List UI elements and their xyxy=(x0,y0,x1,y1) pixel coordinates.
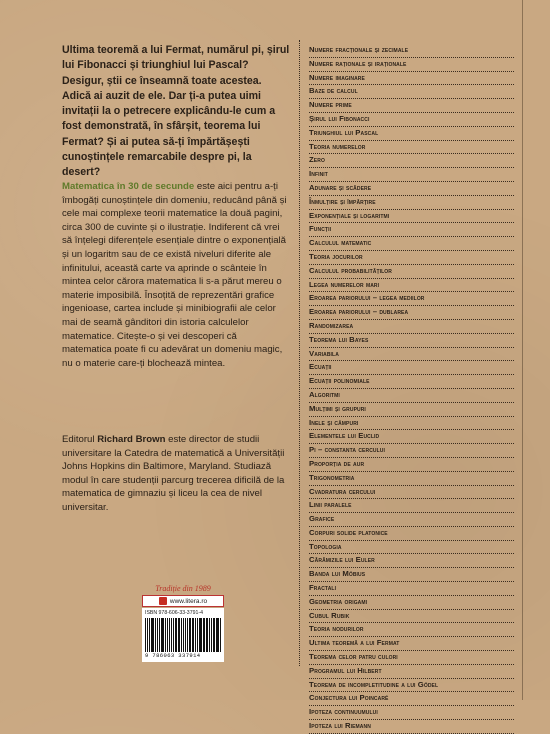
barcode-bar xyxy=(199,618,200,652)
toc-item: Numere raționale și iraționale xyxy=(309,58,514,72)
toc-item: Fractali xyxy=(309,582,514,596)
toc-item: Legea numerelor mari xyxy=(309,279,514,293)
barcode-bar xyxy=(203,618,204,652)
barcode-bar xyxy=(149,618,150,652)
toc-item: Elementele lui Euclid xyxy=(309,430,514,444)
toc-item: Variabila xyxy=(309,348,514,362)
toc-item: Trigonometria xyxy=(309,472,514,486)
barcode-bar xyxy=(211,618,212,652)
barcode-bar xyxy=(185,618,186,652)
toc-item: Ecuații polinomiale xyxy=(309,375,514,389)
toc-item: Algoritmi xyxy=(309,389,514,403)
toc-item: Conjectura lui Poincaré xyxy=(309,692,514,706)
editor-name: Richard Brown xyxy=(97,434,166,445)
toc-item: Pi – constanta cercului xyxy=(309,444,514,458)
toc-item: Înmulțire și împărțire xyxy=(309,196,514,210)
toc-item: Triunghiul lui Pascal xyxy=(309,127,514,141)
barcode-bars xyxy=(145,618,221,652)
toc-item: Funcții xyxy=(309,223,514,237)
table-of-contents xyxy=(309,44,514,734)
toc-item: Ipoteza continuumului xyxy=(309,706,514,720)
toc-item: Zero xyxy=(309,154,514,168)
barcode-bar xyxy=(197,618,198,652)
toc-item: Linii paralele xyxy=(309,499,514,513)
toc-item: Teoria nodurilor xyxy=(309,623,514,637)
toc-item: Corpuri solide platonice xyxy=(309,527,514,541)
toc-item: Eroarea pariorului – dublarea xyxy=(309,306,514,320)
toc-item: Geometria origami xyxy=(309,596,514,610)
toc-item: Teorema de incompletitudine a lui Gödel xyxy=(309,679,514,693)
barcode-bar xyxy=(157,618,158,652)
barcode-bar xyxy=(151,618,152,652)
toc-item: Topologia xyxy=(309,541,514,555)
barcode-bar xyxy=(209,618,210,652)
toc-item: Ipoteza lui Riemann xyxy=(309,720,514,734)
barcode-bar xyxy=(175,618,177,652)
intro-paragraph: Ultima teoremă a lui Fermat, numărul pi, șirul lui Fibonacci și triunghiul lui Pascal? Desigur, știi ce înseamnă toate acestea. Adică ai auzit de ele. Dar ți-a putea uimi invitații la o petrecere explicându-le cum a fost demonstrată, în sfârșit, teorema lui Fermat? Și ai putea să-ți împărtășești cunoștințele remarcabile despre pi, la desert? xyxy=(62,44,290,179)
barcode-bar xyxy=(162,618,163,652)
toc-item: Randomizarea xyxy=(309,320,514,334)
barcode-bar xyxy=(152,618,154,652)
publisher-tagline: Tradiție din 1989 xyxy=(155,584,211,593)
barcode-bar xyxy=(165,618,167,652)
toc-item: Șirul lui Fibonacci xyxy=(309,113,514,127)
barcode-bar xyxy=(217,618,218,652)
toc-item: Calculul probabilităților xyxy=(309,265,514,279)
toc-item: Teorema celor patru culori xyxy=(309,651,514,665)
book-title: Matematica în 30 de secunde xyxy=(62,181,195,192)
toc-item: Banda lui Möbius xyxy=(309,568,514,582)
barcode-bar xyxy=(220,618,221,652)
toc-item: Inele și câmpuri xyxy=(309,417,514,431)
barcode-bar xyxy=(171,618,172,652)
barcode-bar xyxy=(147,618,148,652)
barcode-bar xyxy=(179,618,180,652)
barcode-bar xyxy=(169,618,170,652)
toc-item: Adunare și scădere xyxy=(309,182,514,196)
barcode-digits: 9 786063 337914 xyxy=(145,652,201,659)
barcode-bar xyxy=(167,618,168,652)
barcode-bar xyxy=(178,618,179,652)
barcode-bar xyxy=(189,618,191,652)
description-paragraph xyxy=(62,180,288,370)
toc-item: Numere prime xyxy=(309,99,514,113)
column-divider xyxy=(299,40,300,666)
editor-paragraph xyxy=(62,433,288,515)
toc-item: Ecuații xyxy=(309,361,514,375)
isbn-barcode xyxy=(142,608,224,662)
editor-prefix: Editorul xyxy=(62,434,98,445)
toc-item: Grafice xyxy=(309,513,514,527)
publisher-website: www.litera.ro xyxy=(169,597,208,605)
toc-item: Baze de calcul xyxy=(309,85,514,99)
barcode-bar xyxy=(155,618,156,652)
barcode-bar xyxy=(183,618,184,652)
toc-item: Cărămizile lui Euler xyxy=(309,554,514,568)
barcode-bar xyxy=(207,618,208,652)
toc-item: Calculul matematic xyxy=(309,237,514,251)
barcode-bar xyxy=(173,618,174,652)
isbn-number: ISBN 978-606-33-3791-4 xyxy=(145,610,203,616)
barcode-bar xyxy=(187,618,188,652)
barcode-bar xyxy=(193,618,194,652)
barcode-bar xyxy=(181,618,182,652)
toc-item: Cvadratura cercului xyxy=(309,486,514,500)
toc-item: Ultima teoremă a lui Fermat xyxy=(309,637,514,651)
toc-item: Infinit xyxy=(309,168,514,182)
publisher-logo xyxy=(142,595,224,607)
toc-item: Teorema lui Bayes xyxy=(309,334,514,348)
spine-edge xyxy=(522,0,523,700)
toc-item: Teoria numerelor xyxy=(309,141,514,155)
toc-item: Exponențiale și logaritmi xyxy=(309,210,514,224)
toc-item: Cubul Rubik xyxy=(309,610,514,624)
barcode-bar xyxy=(206,618,207,652)
barcode-bar xyxy=(216,618,217,652)
barcode-bar xyxy=(192,618,193,652)
publisher-block xyxy=(140,584,226,664)
toc-item: Proporția de aur xyxy=(309,458,514,472)
description-text: este aici pentru a-ți îmbogăți cunoștințele din domeniu, reducând până și cele mai complexe teorii matematice la două pagini, circa 300 de cuvinte și o ilustrație. Indiferent că vrei să înțelegi diferențele esențiale dintre o exponențială și un logaritm sau de ce există niveluri diferite ale infinitului, această carte va aprinde o scânteie în mintea celor cărora matematica li s-a părut mereu o materie imposibilă. Însoțită de reprezentări grafice ingenioase, cartea include și minibiografii ale celor mai de seamă gânditori din istoria calculelor matematice. Citește-o și vei descoperi că matematica poate fi cu adevărat un domeniu magic, nu o materie care-ți blochează mintea. xyxy=(62,181,287,369)
toc-item: Numere imaginare xyxy=(309,72,514,86)
barcode-bar xyxy=(213,618,215,652)
toc-item: Teoria jocurilor xyxy=(309,251,514,265)
toc-item: Numere fracționale și zecimale xyxy=(309,44,514,58)
litera-logo-icon xyxy=(159,597,167,605)
toc-item: Programul lui Hilbert xyxy=(309,665,514,679)
barcode-bar xyxy=(161,618,162,652)
barcode-bar xyxy=(200,618,202,652)
toc-item: Mulțimi și grupuri xyxy=(309,403,514,417)
barcode-bar xyxy=(145,618,146,652)
barcode-bar xyxy=(195,618,196,652)
editor-text: este director de studii universitare la Catedra de matematică a Universității Johns Hopkins din Baltimore, Maryland. Studiază modul în care studenții parcurg trecerea dificilă de la matematica de gimnaziu și liceu la cea de nivel universitar. xyxy=(62,434,285,513)
toc-item: Eroarea pariorului – legea mediilor xyxy=(309,292,514,306)
barcode-bar xyxy=(159,618,160,652)
